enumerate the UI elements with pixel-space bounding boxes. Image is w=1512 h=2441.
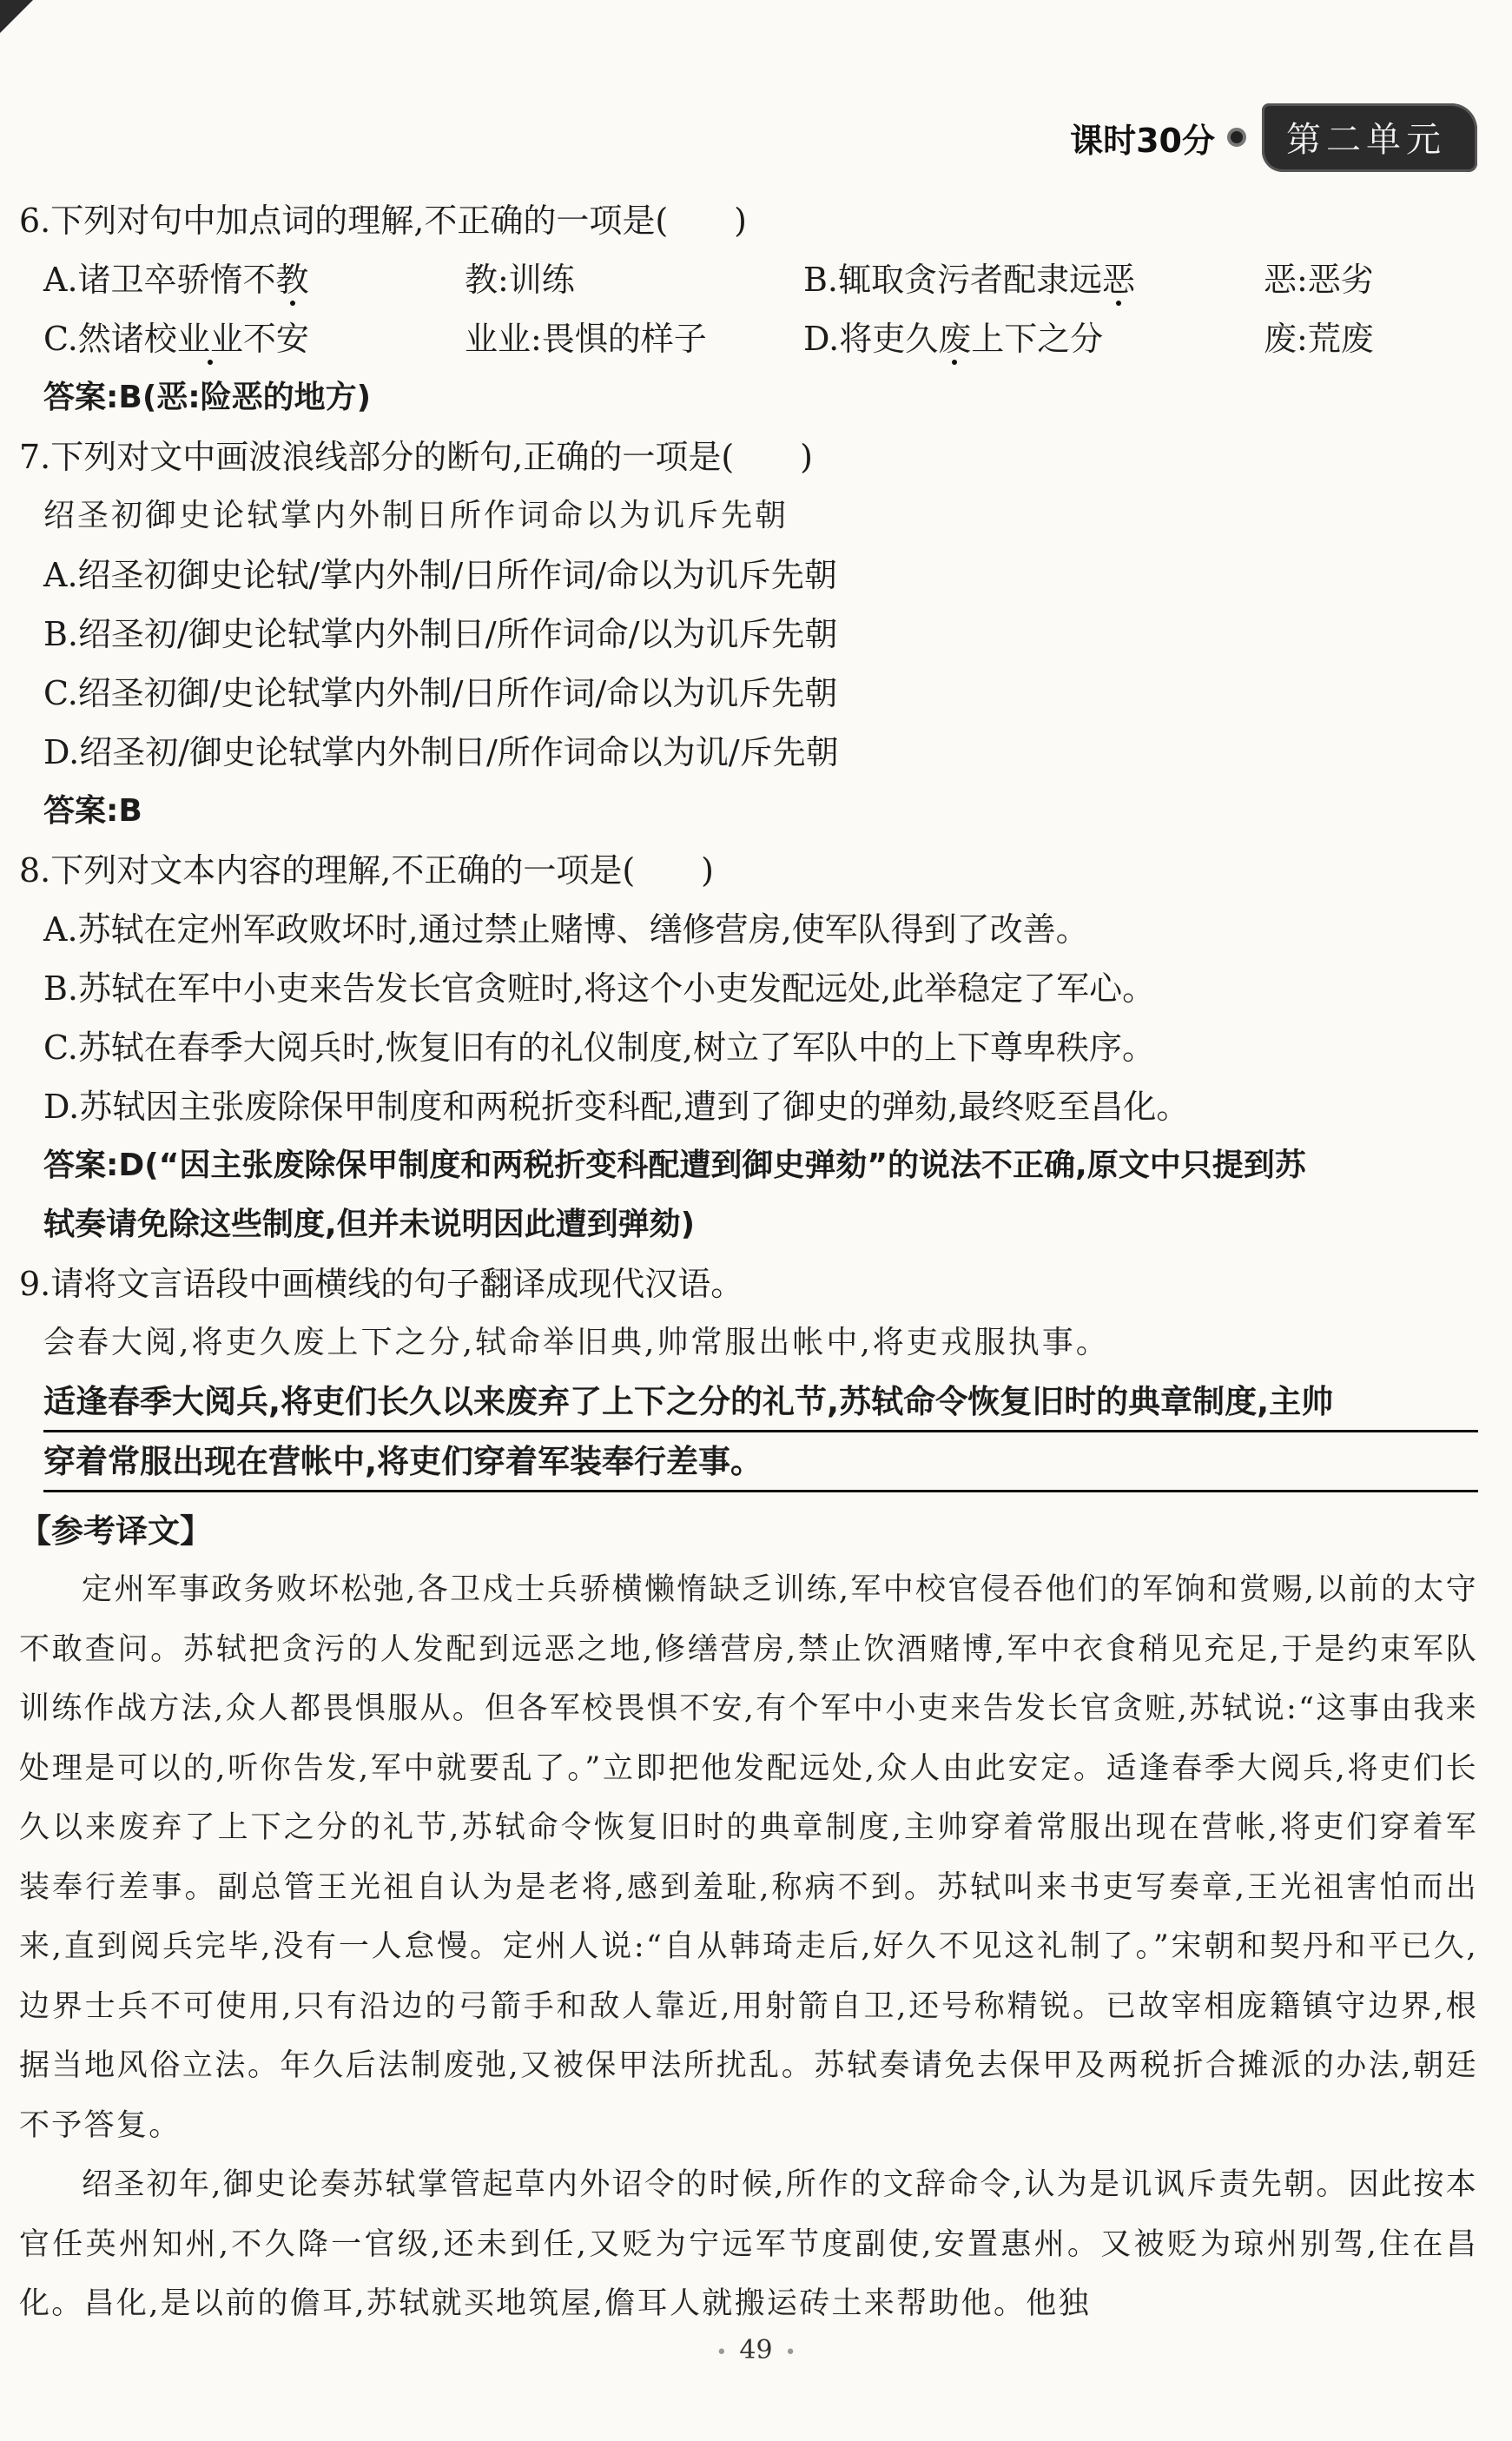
q6-option-b-gloss: 恶:恶劣 [1264,261,1374,299]
page-header [1070,103,1477,172]
reference-paragraph-2: 绍圣初年,御史论奏苏轼掌管起草内外诏令的时候,所作的文辞命令,认为是讥讽斥责先朝。因此按本官任英州知州,不久降一官级,还未到任,又贬为宁远军节度副使,安置惠州。又被贬为琼州别驾,住在昌化。昌化,是以前的儋耳,苏轼就买地筑屋,儋耳人就搬运砖土来帮助他。他独 [19,2167,1478,2321]
q8-stem: 8.下列对文本内容的理解,不正确的一项是( ) [19,851,714,890]
reference-paragraph-1: 定州军事政务败坏松弛,各卫戍士兵骄横懒惰缺乏训练,军中校官侵吞他们的军饷和赏赐,以前的太守不敢查问。苏轼把贪污的人发配到远恶之地,修缮营房,禁止饮酒赌博,军中衣食稍见充足,于是约束军队训练作战方法,众人都畏惧服从。但各军校畏惧不安,有个军中小吏来告发长官贪赃,苏轼说:“这事由我来处理是可以的,听你告发,军中就要乱了。”立即把他发配远处,众人由此安定。适逢春季大阅兵,将吏们长久以来废弃了上下之分的礼节,苏轼命令恢复旧时的典章制度,主帅穿着常服出现在营帐,将吏们穿着军装奉行差事。副总管王光祖自认为是老将,感到羞耻,称病不到。苏轼叫来书吏写奏章,王光祖害怕而出来,直到阅兵完毕,没有一人怠慢。定州人说:“自从韩琦走后,好久不见这礼制了。”宋朝和契丹和平已久,边界士兵不可使用,只有沿边的弓箭手和敌人靠近,用射箭自卫,还号称精锐。已故宰相庞籍镇守边界,根据当地风俗立法。年久后法制废弛,又被保甲法所扰乱。苏轼奏请免去保甲及两税折合摊派的办法,朝廷不予答复。 [19,1572,1478,2143]
q6-option-d-gloss: 废:荒废 [1264,320,1374,358]
q7-passage: 绍圣初御史论轼掌内外制日所作词命以为讥斥先朝 [43,498,789,533]
q7-option-d: D.绍圣初/御史论轼掌内外制日/所作词命以为讥/斥先朝 [43,733,839,771]
q6-option-d: D.将吏久废上下之分 [803,309,1264,368]
q6-option-a: A.诸卫卒骄惰不教 [43,250,465,309]
q8-option-d: D.苏轼因主张废除保甲制度和两税折变科配,遭到了御史的弹劾,最终贬至昌化。 [43,1088,1190,1126]
q6-option-c-gloss: 业业:畏惧的样子 [465,320,707,358]
q6-options-row-1 [19,250,1478,309]
q7-option-b: B.绍圣初/御史论轼掌内外制日/所作词命/以为讥斥先朝 [43,615,838,653]
q6-option-a-gloss: 教:训练 [465,261,575,299]
page-content [19,191,1478,2334]
q6-stem: 6.下列对句中加点词的理解,不正确的一项是( ) [19,202,747,240]
q9-translation-line-1: 适逢春季大阅兵,将吏们长久以来废弃了上下之分的礼节,苏轼命令恢复旧时的典章制度,主帅 [43,1373,1478,1432]
header-label: 课时30分 [1070,121,1215,160]
q6-option-c: C.然诸校业业不安 [43,309,465,368]
q8-answer-line-2: 轼奏请免除这些制度,但并未说明因此遭到弹劾) [43,1207,696,1242]
unit-badge: 第二单元 [1262,103,1477,172]
q9-stem: 9.请将文言语段中画横线的句子翻译成现代汉语。 [19,1265,744,1303]
q7-option-a: A.绍圣初御史论轼/掌内外制/日所作词/命以为讥斥先朝 [43,556,837,594]
page-number: • 49 • [716,2335,796,2365]
q9-passage: 会春大阅,将吏久废上下之分,轼命举旧典,帅常服出帐中,将吏戎服执事。 [43,1325,1110,1360]
q7-answer: 答案:B [43,793,142,829]
q6-options-row-2 [19,309,1478,368]
reference-body [19,1560,1478,2334]
page-corner-shadow [0,0,33,33]
reference-title: 【参考译文】 [19,1512,212,1550]
q6-answer: 答案:B(恶:险恶的地方) [43,380,372,415]
q9-translation-line-2: 穿着常服出现在营帐中,将吏们穿着军装奉行差事。 [43,1432,1478,1492]
q6-option-b: B.辄取贪污者配隶远恶 [803,250,1264,309]
q7-stem: 7.下列对文中画波浪线部分的断句,正确的一项是( ) [19,438,813,476]
q8-option-c: C.苏轼在春季大阅兵时,恢复旧有的礼仪制度,树立了军队中的上下尊卑秩序。 [43,1029,1155,1067]
q8-option-b: B.苏轼在军中小吏来告发长官贪赃时,将这个小吏发配远处,此举稳定了军心。 [43,969,1156,1008]
q7-option-c: C.绍圣初御/史论轼掌内外制/日所作词/命以为讥斥先朝 [43,674,838,712]
q8-answer-line-1: 答案:D(“因主张废除保甲制度和两税折变科配遭到御史弹劾”的说法不正确,原文中只提到苏 [43,1148,1306,1183]
q9-translation [19,1373,1478,1492]
bullet-icon [1227,128,1246,147]
q8-option-a: A.苏轼在定州军政败坏时,通过禁止赌博、缮修营房,使军队得到了改善。 [43,910,1089,949]
